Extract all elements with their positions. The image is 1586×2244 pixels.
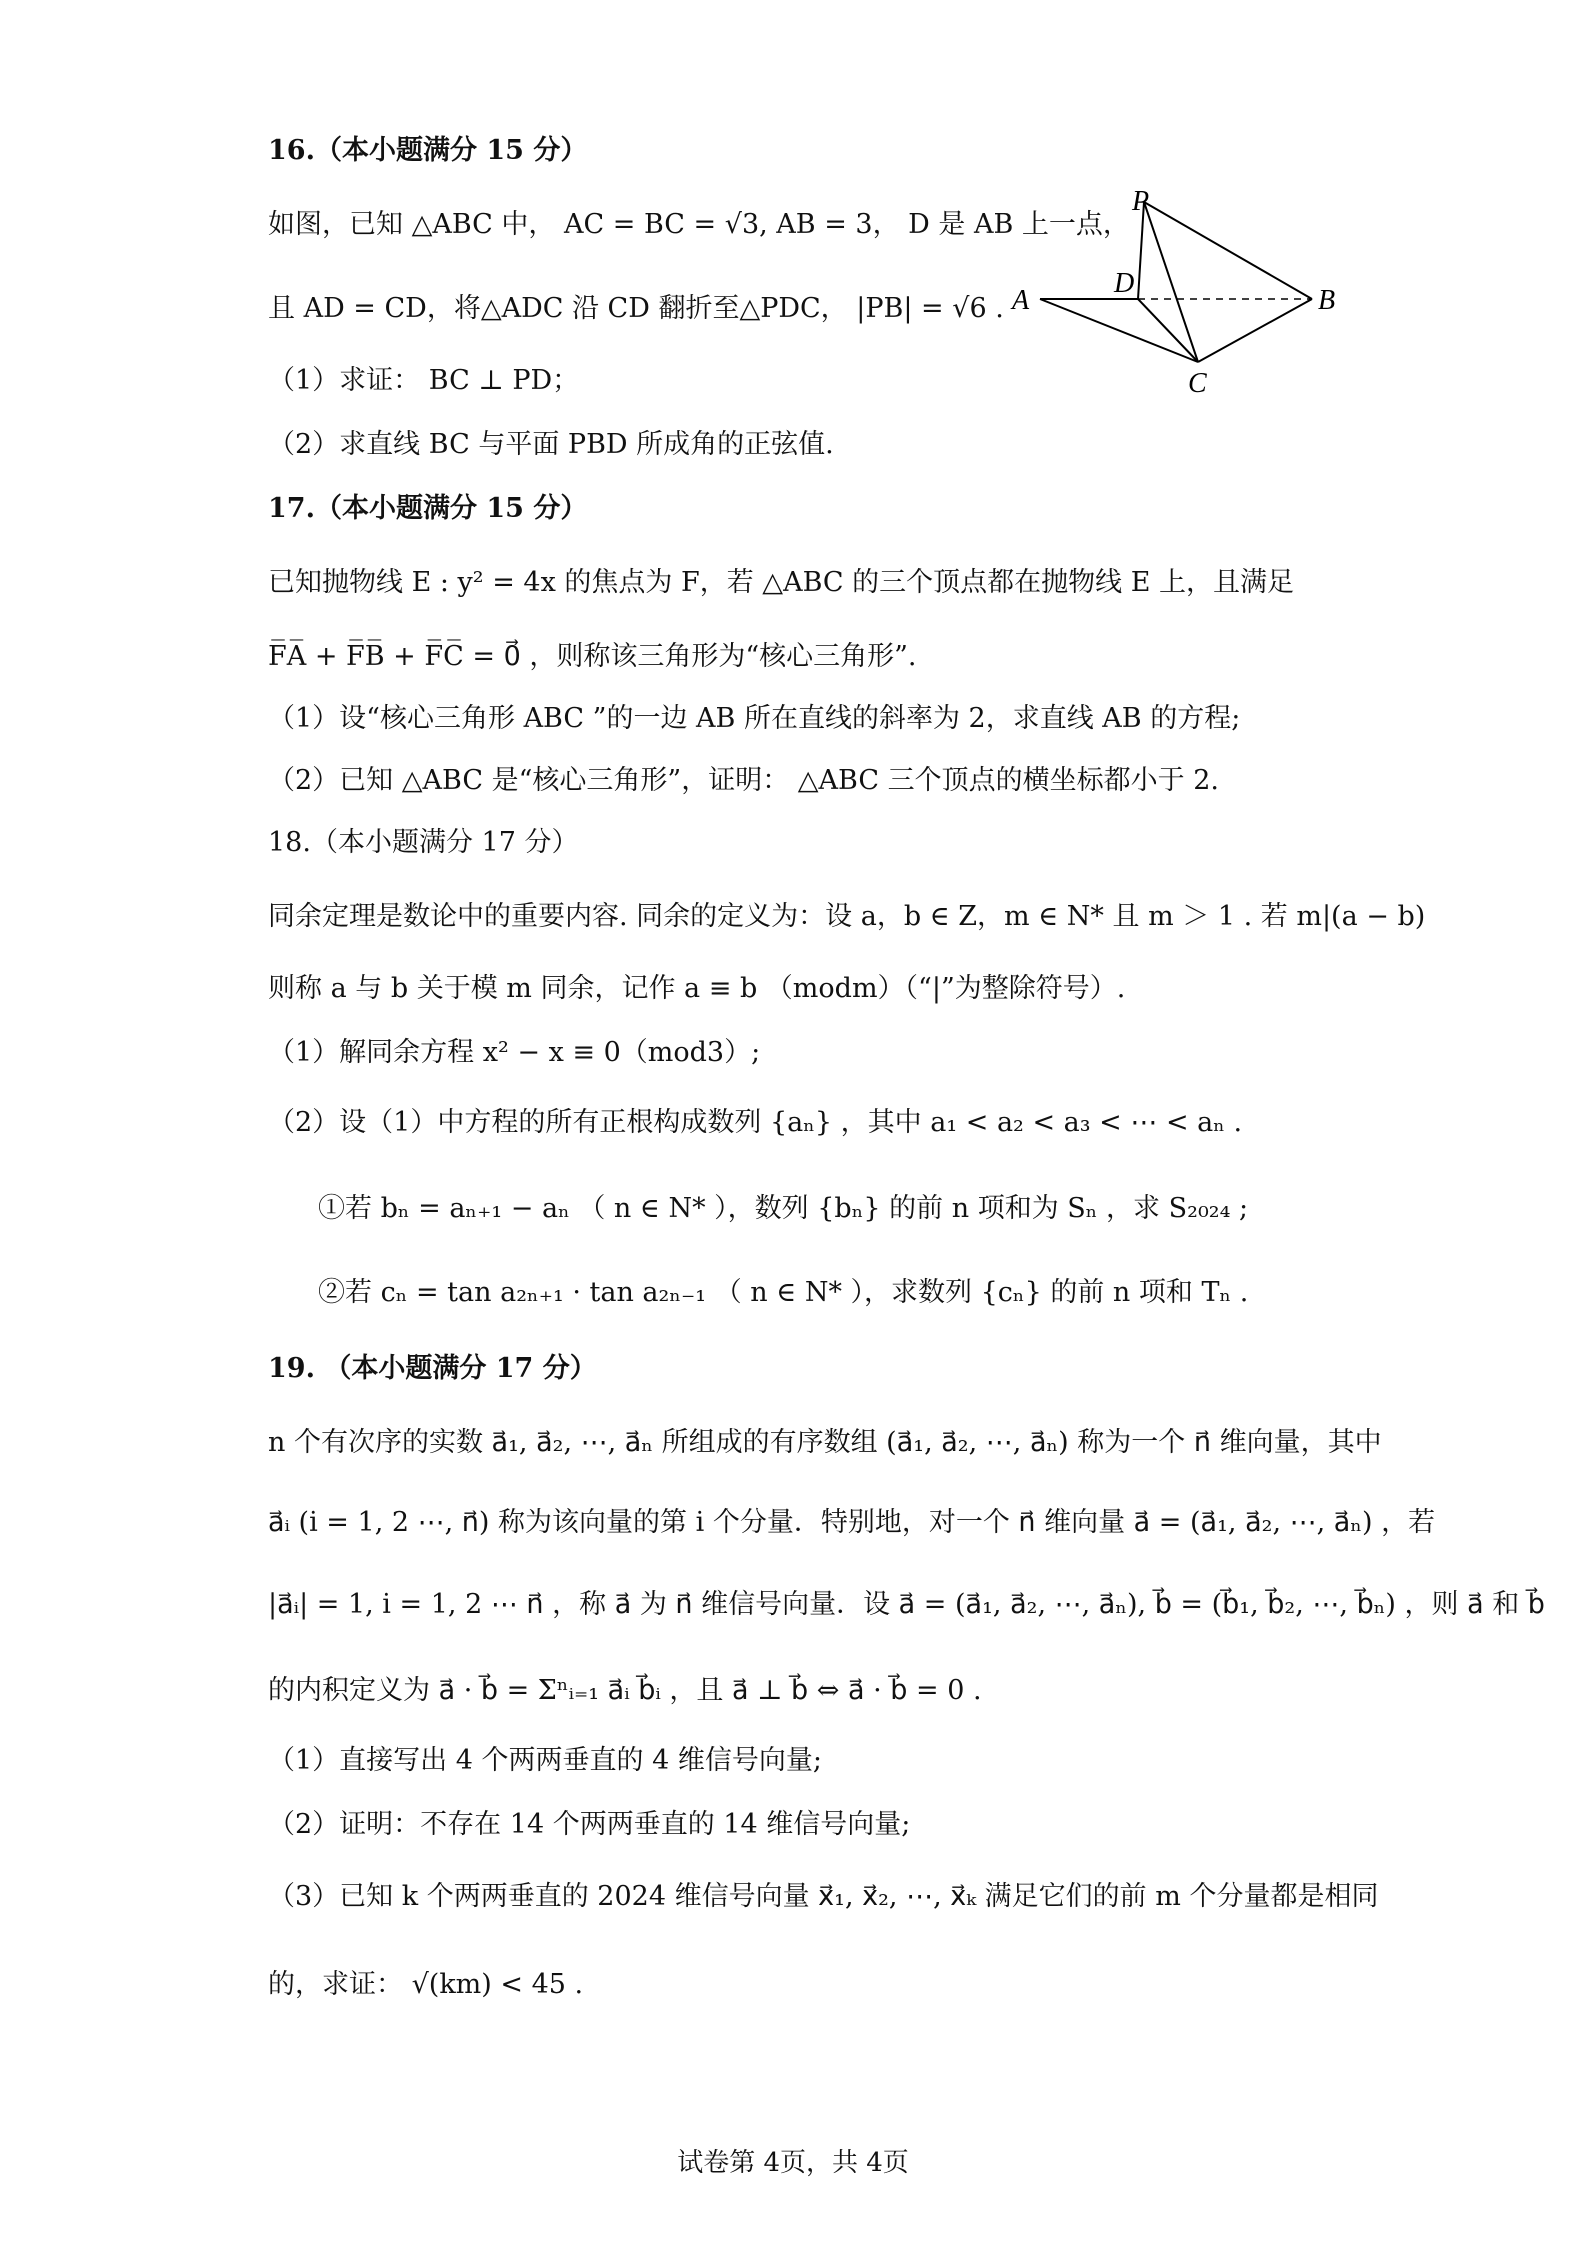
segment-ac xyxy=(1040,299,1198,362)
q16-part-1: （1）求证： BC ⊥ PD； xyxy=(268,365,580,396)
q17-part-1: （1）设“核心三角形 ABC ”的一边 AB 所在直线的斜率为 2，求直线 AB 的方程; xyxy=(268,703,1241,734)
q19-line-4: 的内积定义为 a⃗ · b⃗ = Σⁿᵢ₌₁ a⃗ᵢ b⃗ᵢ ，且 a⃗ ⊥ b⃗ ⇔ a⃗ · b⃗ = 0 . xyxy=(268,1675,982,1706)
q19-part-3: （3）已知 k 个两两垂直的 2024 维信号向量 x⃗₁, x⃗₂, ⋯, x⃗ₖ 满足它们的前 m 个分量都是相同 xyxy=(268,1881,1379,1912)
q16-line-2: 且 AD = CD，将△ADC 沿 CD 翻折至△PDC， |PB| = √6 . xyxy=(268,293,1004,324)
q17-line-1: 已知抛物线 E : y² = 4x 的焦点为 F，若 △ABC 的三个顶点都在抛物线 E 上，且满足 xyxy=(268,567,1295,598)
q19-line-3: |a⃗ᵢ| = 1, i = 1, 2 ⋯ n⃗ ，称 a⃗ 为 n⃗ 维信号向量．设 a⃗ = (a⃗₁, a⃗₂, ⋯, a⃗ₙ), b⃗ = (b⃗₁, b⃗₂, ⋯, b⃗ₙ) ，则 a⃗ 和 b⃗ xyxy=(268,1589,1545,1620)
q19-part-1: （1）直接写出 4 个两两垂直的 4 维信号向量; xyxy=(268,1745,822,1776)
label-d: D xyxy=(1114,268,1135,299)
segment-pb xyxy=(1144,202,1312,299)
q18-line-1: 同余定理是数论中的重要内容. 同余的定义为：设 a，b ∈ Z，m ∈ N* 且 m ＞ 1 . 若 m|(a − b) xyxy=(268,901,1426,932)
q19-heading: 19. （本小题满分 17 分） xyxy=(268,1353,597,1384)
label-c: C xyxy=(1188,368,1207,398)
segment-bc xyxy=(1198,299,1312,362)
q18-line-2: 则称 a 与 b 关于模 m 同余，记作 a ≡ b （modm）（“|”为整除符号）. xyxy=(268,973,1126,1004)
label-p: P xyxy=(1132,188,1150,217)
q16-heading: 16.（本小题满分 15 分） xyxy=(268,135,588,166)
q18-heading: 18.（本小题满分 17 分） xyxy=(268,827,579,858)
label-a: A xyxy=(1012,285,1030,316)
q17-heading: 17.（本小题满分 15 分） xyxy=(268,493,588,524)
segment-pc xyxy=(1144,202,1198,362)
q17-part-2: （2）已知 △ABC 是“核心三角形”，证明： △ABC 三个顶点的横坐标都小于 2. xyxy=(268,765,1219,796)
label-b: B xyxy=(1318,285,1336,316)
q17-line-2: F̅A̅ + F̅B̅ + F̅C̅ = 0⃗ ，则称该三角形为“核心三角形”. xyxy=(268,641,917,672)
q16-part-2: （2）求直线 BC 与平面 PBD 所成角的正弦值. xyxy=(268,429,834,460)
q19-part-4: 的，求证： √(km) < 45 . xyxy=(268,1969,584,2000)
q19-line-1: n 个有次序的实数 a⃗₁, a⃗₂, ⋯, a⃗ₙ 所组成的有序数组 (a⃗₁, a⃗₂, ⋯, a⃗ₙ) 称为一个 n⃗ 维向量，其中 xyxy=(268,1427,1382,1458)
q19-line-2: a⃗ᵢ (i = 1, 2 ⋯, n⃗) 称为该向量的第 i 个分量．特别地，对一个 n⃗ 维向量 a⃗ = (a⃗₁, a⃗₂, ⋯, a⃗ₙ) ，若 xyxy=(268,1507,1436,1538)
q18-part-1: （1）解同余方程 x² − x ≡ 0（mod3）; xyxy=(268,1037,761,1068)
q18-subpart-2: ②若 cₙ = tan a₂ₙ₊₁ · tan a₂ₙ₋₁ （ n ∈ N* ），求数列 {cₙ} 的前 n 项和 Tₙ . xyxy=(318,1277,1249,1308)
page-footer: 试卷第 4页，共 4页 xyxy=(677,2148,909,2178)
q19-part-2: （2）证明：不存在 14 个两两垂直的 14 维信号向量; xyxy=(268,1809,911,1840)
segment-dc xyxy=(1138,299,1198,362)
q16-line-1: 如图，已知 △ABC 中， AC = BC = √3, AB = 3， D 是 AB 上一点， xyxy=(268,209,1130,240)
q18-subpart-1: ①若 bₙ = aₙ₊₁ − aₙ （ n ∈ N* ），数列 {bₙ} 的前 n 项和为 Sₙ ，求 S₂₀₂₄ ; xyxy=(318,1193,1249,1224)
q16-figure xyxy=(1000,188,1360,398)
q18-part-2: （2）设（1）中方程的所有正根构成数列 {aₙ} ，其中 a₁ < a₂ < a₃ < ⋯ < aₙ . xyxy=(268,1107,1243,1138)
